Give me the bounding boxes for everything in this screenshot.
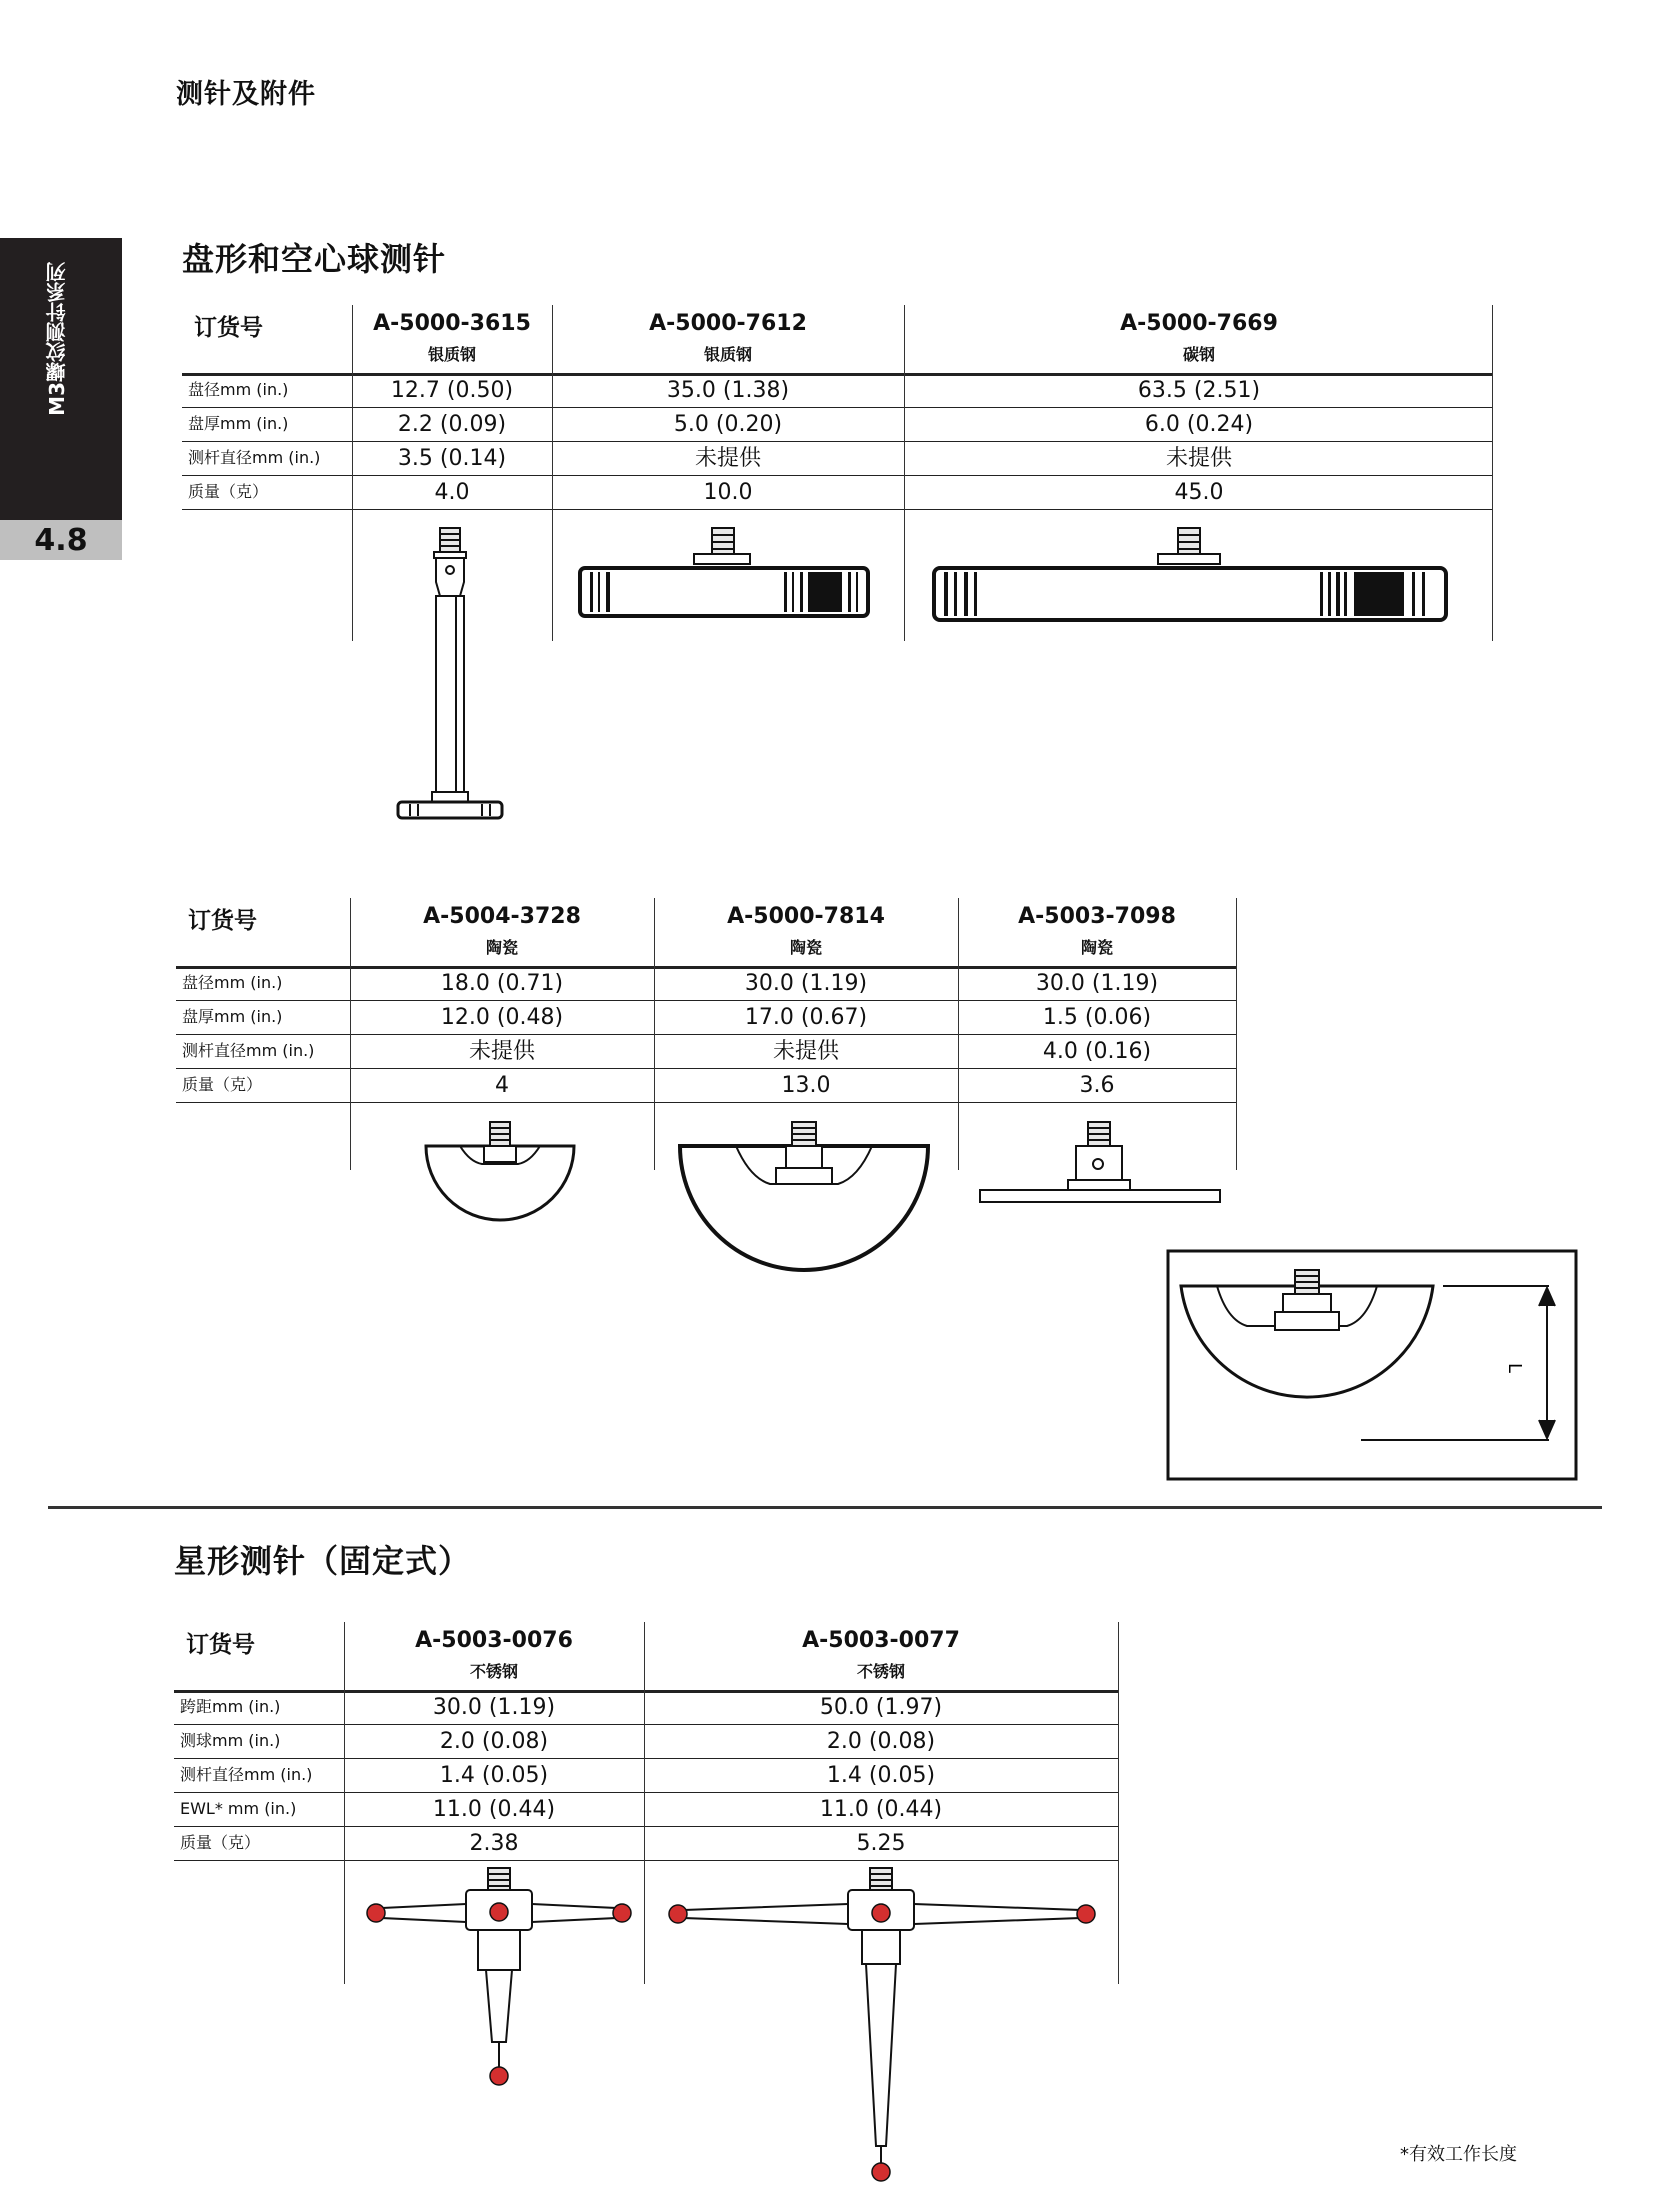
table-cell: 2.2 (0.09) bbox=[397, 412, 507, 437]
column-divider bbox=[1236, 898, 1237, 1170]
order-code: A-5000-3615 bbox=[373, 311, 531, 336]
table-cell: 2.0 (0.08) bbox=[826, 1729, 936, 1754]
row-label: 盘径mm (in.) bbox=[182, 973, 283, 992]
side-tab-label: M3螺纹测针系列 bbox=[45, 262, 69, 416]
table-cell: 4 bbox=[495, 1073, 509, 1098]
table-cell: 50.0 (1.97) bbox=[819, 1695, 943, 1720]
order-code: A-5000-7669 bbox=[1120, 311, 1278, 336]
row-label: EWL* mm (in.) bbox=[180, 1799, 297, 1818]
material: 不锈钢 bbox=[856, 1662, 905, 1681]
table-cell: 4.0 bbox=[434, 480, 470, 505]
row-label: 盘径mm (in.) bbox=[188, 380, 289, 399]
table-cell: 3.6 bbox=[1079, 1073, 1115, 1098]
hemisphere-stylus-medium-drawing bbox=[676, 1118, 936, 1298]
table-cell: 6.0 (0.24) bbox=[1144, 412, 1254, 437]
column-header bbox=[958, 898, 1236, 958]
row-label: 跨距mm (in.) bbox=[180, 1697, 281, 1716]
table-cell: 4.0 (0.16) bbox=[1042, 1039, 1152, 1064]
order-code: A-5003-0076 bbox=[415, 1628, 573, 1653]
disc-stylus-medium-drawing bbox=[576, 526, 876, 626]
ruby-ball bbox=[872, 2163, 890, 2181]
table-cell: 未提供 bbox=[468, 1039, 535, 1064]
material: 碳钢 bbox=[1182, 345, 1215, 364]
ruby-ball bbox=[490, 1903, 508, 1921]
table-cell: 12.7 (0.50) bbox=[390, 378, 514, 403]
section-divider bbox=[48, 1506, 1602, 1509]
table-cell: 1.4 (0.05) bbox=[826, 1763, 936, 1788]
table-cell: 11.0 (0.44) bbox=[819, 1797, 943, 1822]
hemisphere-stylus-small-drawing bbox=[420, 1118, 580, 1238]
order-code: A-5003-0077 bbox=[802, 1628, 960, 1653]
row-label: 测球mm (in.) bbox=[180, 1731, 281, 1750]
row-label: 质量（克） bbox=[188, 482, 269, 501]
table-cell: 未提供 bbox=[1165, 446, 1232, 471]
material: 陶瓷 bbox=[485, 938, 518, 957]
row-label: 盘厚mm (in.) bbox=[182, 1007, 283, 1026]
material: 陶瓷 bbox=[1080, 938, 1113, 957]
order-number-label: 订货号 bbox=[194, 315, 263, 341]
table-cell: 63.5 (2.51) bbox=[1137, 378, 1261, 403]
material: 陶瓷 bbox=[789, 938, 822, 957]
table-cell: 未提供 bbox=[694, 446, 761, 471]
table-cell: 3.5 (0.14) bbox=[397, 446, 507, 471]
ruby-ball bbox=[1077, 1905, 1095, 1923]
column-header bbox=[904, 305, 1494, 365]
table-cell: 30.0 (1.19) bbox=[744, 971, 868, 996]
footnote: *有效工作长度 bbox=[1400, 2144, 1517, 2165]
row-label: 测杆直径mm (in.) bbox=[188, 448, 321, 467]
order-code: A-5003-7098 bbox=[1018, 904, 1176, 929]
page-header: 测针及附件 bbox=[176, 79, 316, 110]
ruby-ball bbox=[367, 1904, 385, 1922]
section-title-disc: 盘形和空心球测针 bbox=[182, 240, 447, 278]
table-cell: 10.0 bbox=[703, 480, 753, 505]
table-cell: 18.0 (0.71) bbox=[440, 971, 564, 996]
table-cell: 30.0 (1.19) bbox=[1035, 971, 1159, 996]
row-label: 测杆直径mm (in.) bbox=[182, 1041, 315, 1060]
column-header bbox=[654, 898, 958, 958]
column-header bbox=[350, 898, 654, 958]
order-code: A-5000-7612 bbox=[649, 311, 807, 336]
star-stylus-50mm-drawing bbox=[668, 1866, 1098, 2186]
section-title-star: 星形测针（固定式） bbox=[174, 1542, 472, 1580]
order-number-label: 订货号 bbox=[188, 908, 257, 934]
material: 不锈钢 bbox=[469, 1662, 518, 1681]
row-label: 盘厚mm (in.) bbox=[188, 414, 289, 433]
ruby-ball bbox=[872, 1904, 890, 1922]
table-cell: 2.0 (0.08) bbox=[439, 1729, 549, 1754]
column-header bbox=[352, 305, 552, 365]
ruby-ball bbox=[613, 1904, 631, 1922]
rule bbox=[182, 509, 1492, 510]
row-label: 质量（克） bbox=[182, 1075, 263, 1094]
table-cell: 未提供 bbox=[772, 1039, 839, 1064]
rule bbox=[176, 1102, 1236, 1103]
row-label: 质量（克） bbox=[180, 1833, 261, 1852]
ruby-ball bbox=[490, 2067, 508, 2085]
dimension-label-l: L bbox=[1504, 1362, 1525, 1374]
table-cell: 30.0 (1.19) bbox=[432, 1695, 556, 1720]
column-header bbox=[552, 305, 904, 365]
ewl-detail-diagram bbox=[1167, 1250, 1577, 1482]
disc-stylus-large-drawing bbox=[930, 526, 1450, 626]
column-header bbox=[344, 1622, 644, 1682]
table-cell: 35.0 (1.38) bbox=[666, 378, 790, 403]
column-divider bbox=[1118, 1622, 1119, 1984]
order-code: A-5004-3728 bbox=[423, 904, 581, 929]
order-number-label: 订货号 bbox=[186, 1632, 255, 1658]
table-cell: 11.0 (0.44) bbox=[432, 1797, 556, 1822]
table-cell: 12.0 (0.48) bbox=[440, 1005, 564, 1030]
table-cell: 1.5 (0.06) bbox=[1042, 1005, 1152, 1030]
table-cell: 13.0 bbox=[781, 1073, 831, 1098]
table-cell: 5.25 bbox=[856, 1831, 906, 1856]
disc-stylus-small-drawing bbox=[390, 526, 510, 826]
rule bbox=[174, 1860, 1118, 1861]
table-cell: 17.0 (0.67) bbox=[744, 1005, 868, 1030]
row-label: 测杆直径mm (in.) bbox=[180, 1765, 313, 1784]
star-stylus-30mm-drawing bbox=[366, 1866, 636, 2086]
flat-disc-ceramic-drawing bbox=[976, 1118, 1226, 1208]
table-cell: 45.0 bbox=[1174, 480, 1224, 505]
table-cell: 2.38 bbox=[469, 1831, 519, 1856]
material: 银质钢 bbox=[427, 345, 476, 364]
table-cell: 5.0 (0.20) bbox=[673, 412, 783, 437]
order-code: A-5000-7814 bbox=[727, 904, 885, 929]
ruby-ball bbox=[669, 1905, 687, 1923]
table-cell: 1.4 (0.05) bbox=[439, 1763, 549, 1788]
material: 银质钢 bbox=[703, 345, 752, 364]
page-number: 4.8 bbox=[0, 520, 122, 560]
column-header bbox=[644, 1622, 1118, 1682]
